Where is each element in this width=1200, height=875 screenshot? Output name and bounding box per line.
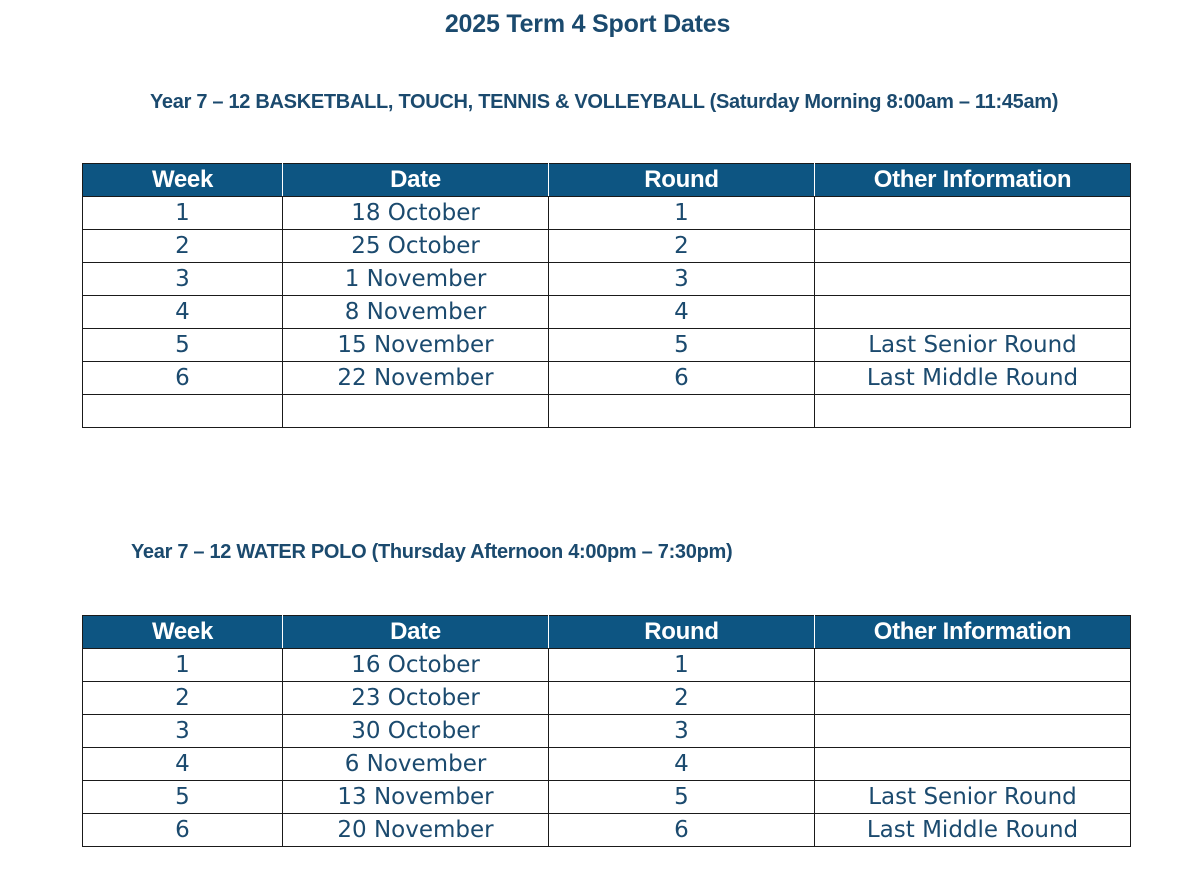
- table-row: [83, 682, 1131, 715]
- table-row: [83, 395, 1131, 428]
- date-cell: [283, 395, 549, 428]
- round-cell: 3: [549, 715, 815, 748]
- date-cell: 25 October: [283, 230, 549, 263]
- other-information-cell: Last Middle Round: [815, 362, 1131, 395]
- date-cell: 18 October: [283, 197, 549, 230]
- date-cell: 20 November: [283, 814, 549, 847]
- table-row: [83, 263, 1131, 296]
- week-cell: 4: [83, 748, 283, 781]
- round-cell: 6: [549, 362, 815, 395]
- week-cell: 1: [83, 197, 283, 230]
- column-header-round: Round: [549, 164, 815, 197]
- column-header-round: Round: [549, 616, 815, 649]
- table-row: [83, 362, 1131, 395]
- week-cell: 6: [83, 814, 283, 847]
- section-heading-water-polo: Year 7 – 12 WATER POLO (Thursday Afternoon 4:00pm – 7:30pm): [131, 541, 733, 563]
- round-cell: [549, 395, 815, 428]
- schedule-table-court-sports: [82, 163, 1131, 428]
- column-header-other-information: Other Information: [815, 164, 1131, 197]
- table-header-row: [83, 164, 1131, 197]
- table-row: [83, 781, 1131, 814]
- week-cell: 3: [83, 715, 283, 748]
- round-cell: 4: [549, 748, 815, 781]
- week-cell: 2: [83, 682, 283, 715]
- round-cell: 3: [549, 263, 815, 296]
- date-cell: 13 November: [283, 781, 549, 814]
- round-cell: 1: [549, 197, 815, 230]
- column-header-date: Date: [283, 164, 549, 197]
- other-information-cell: Last Middle Round: [815, 814, 1131, 847]
- other-information-cell: [815, 715, 1131, 748]
- other-information-cell: [815, 748, 1131, 781]
- date-cell: 30 October: [283, 715, 549, 748]
- other-information-cell: Last Senior Round: [815, 781, 1131, 814]
- column-header-date: Date: [283, 616, 549, 649]
- table-header-row: [83, 616, 1131, 649]
- week-cell: 3: [83, 263, 283, 296]
- other-information-cell: [815, 296, 1131, 329]
- week-cell: [83, 395, 283, 428]
- other-information-cell: Last Senior Round: [815, 329, 1131, 362]
- table-row: [83, 230, 1131, 263]
- date-cell: 15 November: [283, 329, 549, 362]
- other-information-cell: [815, 197, 1131, 230]
- round-cell: 4: [549, 296, 815, 329]
- date-cell: 1 November: [283, 263, 549, 296]
- table-row: [83, 329, 1131, 362]
- column-header-week: Week: [83, 616, 283, 649]
- other-information-cell: [815, 649, 1131, 682]
- round-cell: 1: [549, 649, 815, 682]
- schedule-table-water-polo: [82, 615, 1131, 847]
- week-cell: 5: [83, 329, 283, 362]
- week-cell: 2: [83, 230, 283, 263]
- other-information-cell: [815, 395, 1131, 428]
- date-cell: 16 October: [283, 649, 549, 682]
- table-row: [83, 649, 1131, 682]
- date-cell: 23 October: [283, 682, 549, 715]
- round-cell: 5: [549, 781, 815, 814]
- table-row: [83, 296, 1131, 329]
- week-cell: 5: [83, 781, 283, 814]
- date-cell: 22 November: [283, 362, 549, 395]
- section-heading-court-sports: Year 7 – 12 BASKETBALL, TOUCH, TENNIS & VOLLEYBALL (Saturday Morning 8:00am – 11:45am): [150, 91, 1059, 113]
- week-cell: 1: [83, 649, 283, 682]
- round-cell: 2: [549, 230, 815, 263]
- column-header-week: Week: [83, 164, 283, 197]
- other-information-cell: [815, 682, 1131, 715]
- date-cell: 8 November: [283, 296, 549, 329]
- week-cell: 4: [83, 296, 283, 329]
- other-information-cell: [815, 230, 1131, 263]
- column-header-other-information: Other Information: [815, 616, 1131, 649]
- page-title: 2025 Term 4 Sport Dates: [444, 10, 731, 38]
- table-row: [83, 715, 1131, 748]
- round-cell: 6: [549, 814, 815, 847]
- round-cell: 2: [549, 682, 815, 715]
- table-row: [83, 197, 1131, 230]
- round-cell: 5: [549, 329, 815, 362]
- date-cell: 6 November: [283, 748, 549, 781]
- table-row: [83, 814, 1131, 847]
- week-cell: 6: [83, 362, 283, 395]
- table-row: [83, 748, 1131, 781]
- other-information-cell: [815, 263, 1131, 296]
